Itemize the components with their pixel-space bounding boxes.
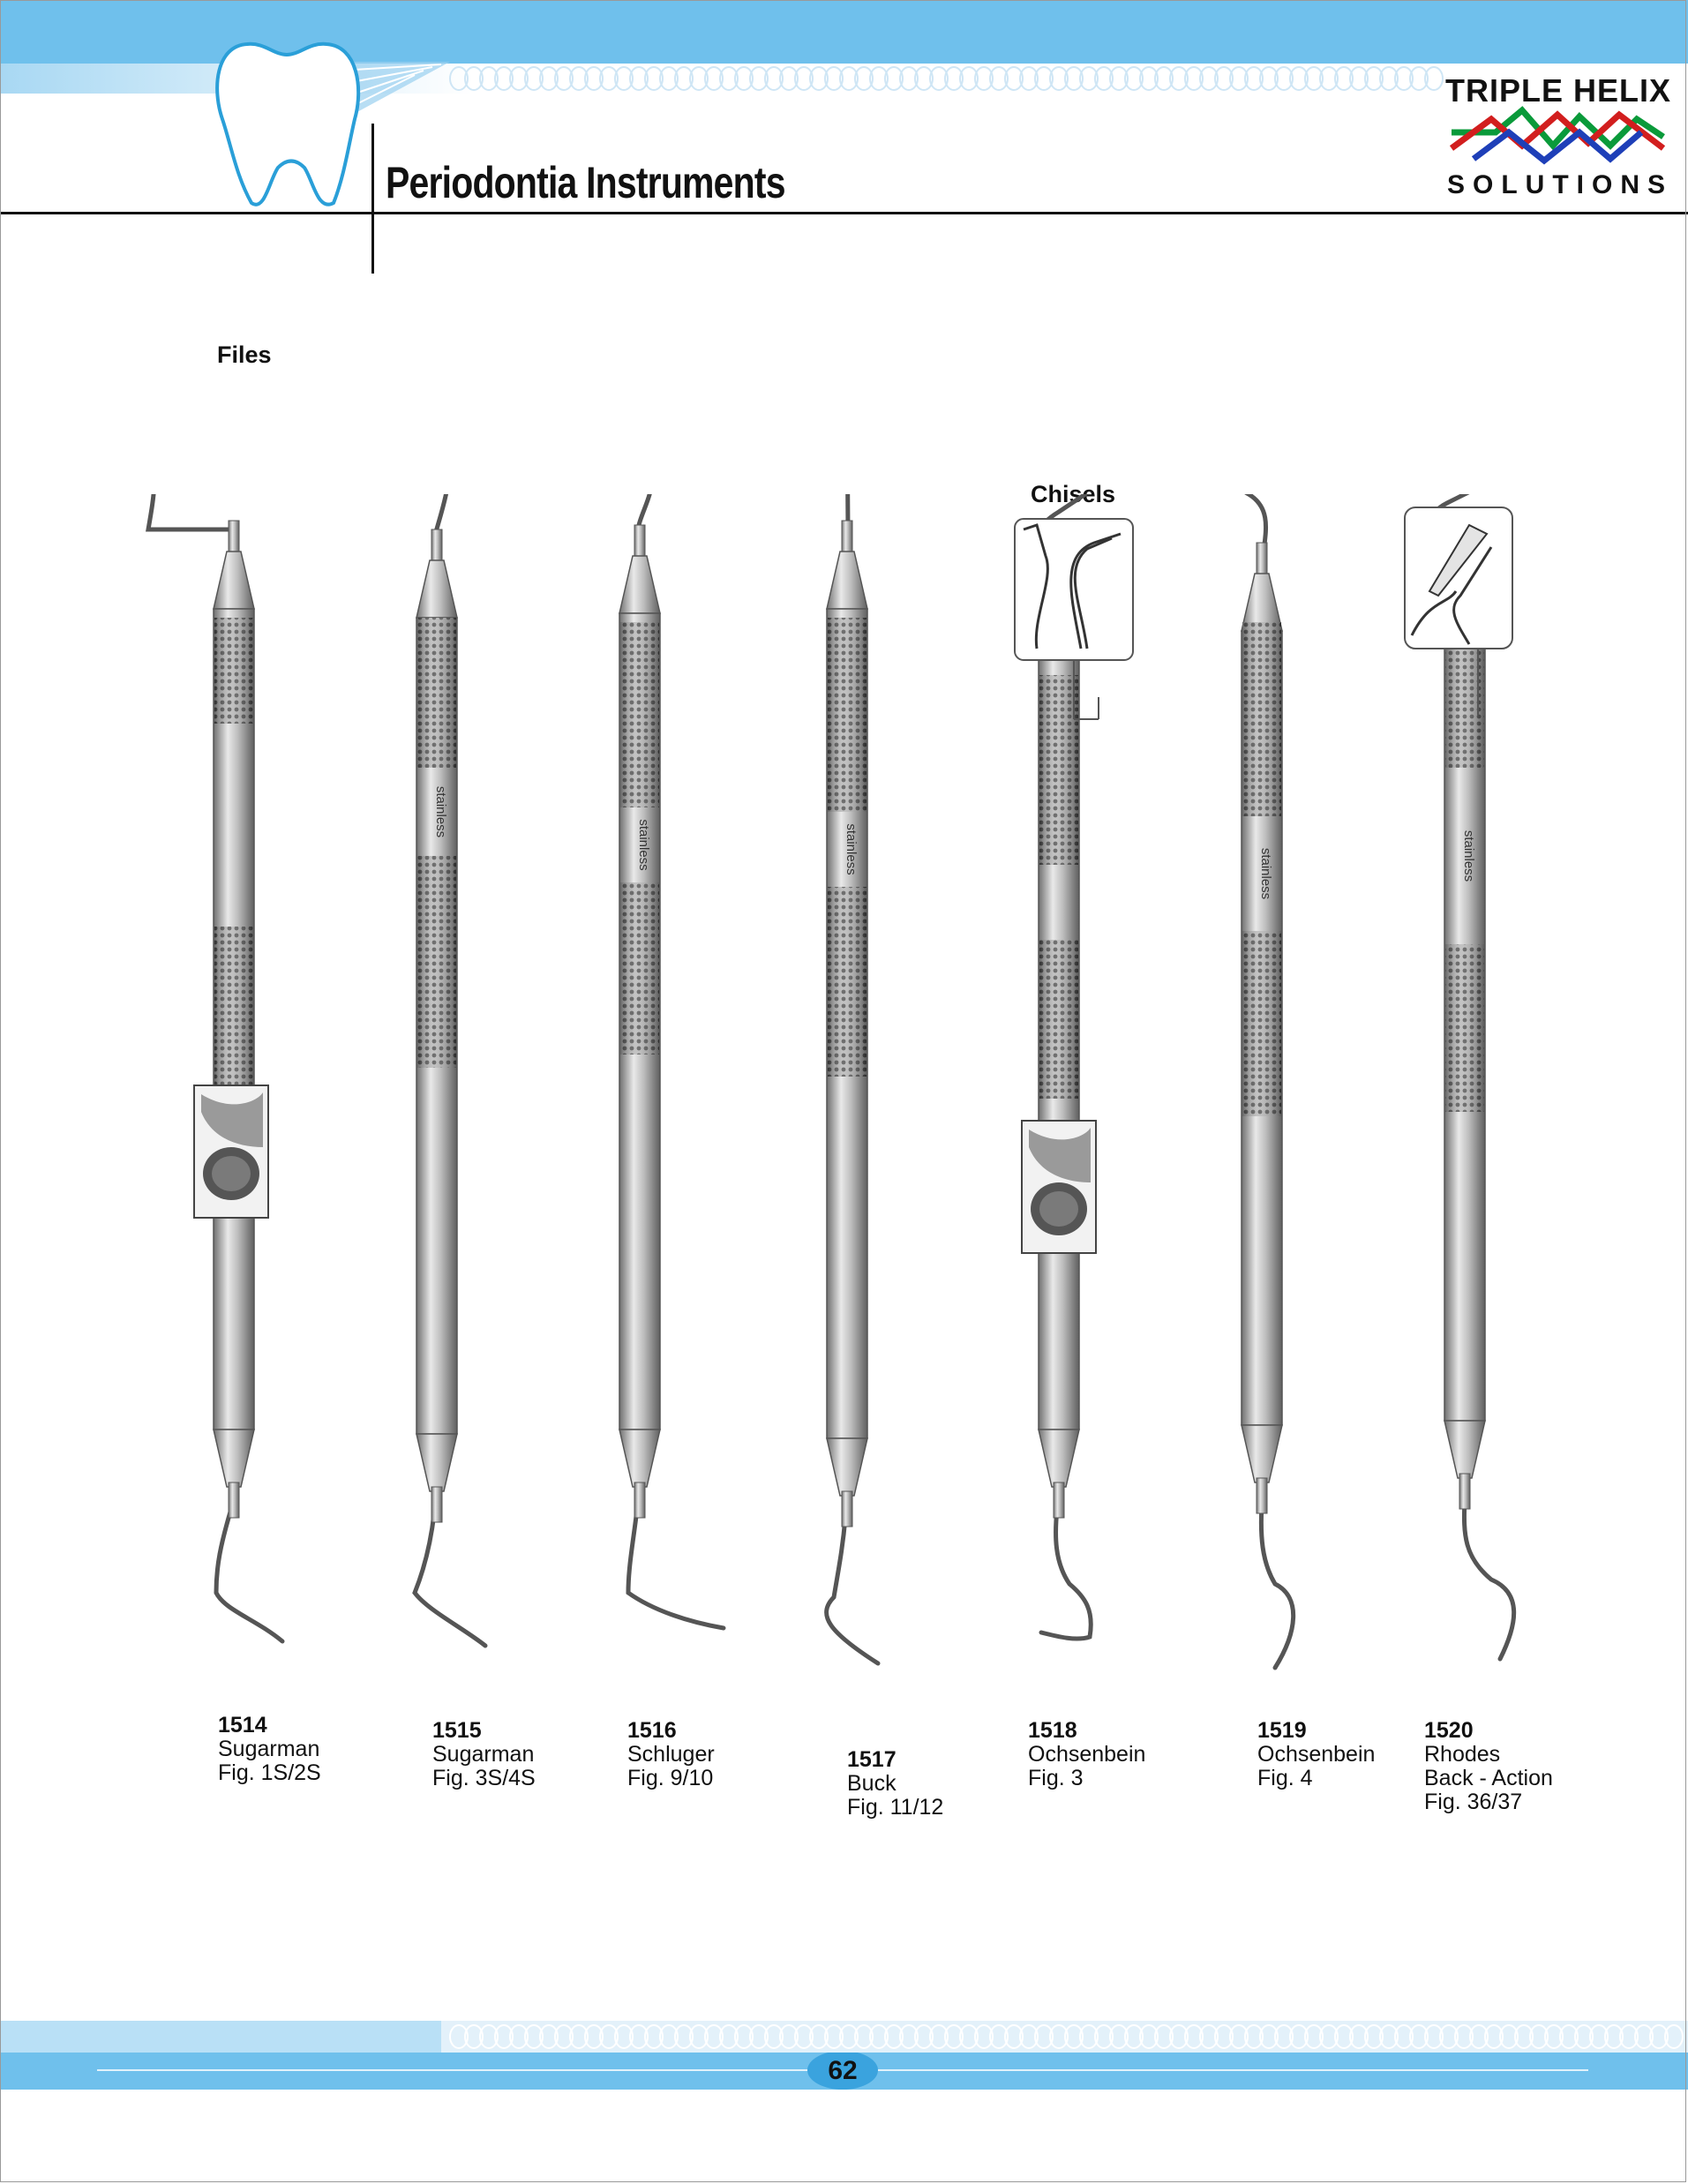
header-rule	[0, 212, 1688, 214]
brand-tagline: SOLUTIONS	[1447, 170, 1674, 199]
working-tip-lower	[415, 1513, 485, 1646]
instrument-1518	[1036, 494, 1091, 1639]
page-title: Periodontia Instruments	[386, 158, 785, 207]
instrument-detail: Back - Action	[1424, 1766, 1553, 1790]
instrument-1517	[827, 494, 878, 1663]
instrument-caption-1518	[1028, 1719, 1145, 1790]
handle-marking: stainless	[1461, 829, 1476, 882]
working-tip-lower	[1041, 1509, 1091, 1639]
section-label-files: Files	[217, 341, 272, 368]
instrument-name: Ochsenbein	[1028, 1742, 1146, 1767]
helix-logo-icon	[1447, 106, 1668, 168]
working-tip-lower	[628, 1509, 724, 1628]
instrument-caption-1514	[218, 1714, 321, 1785]
instrument-code: 1514	[218, 1713, 267, 1737]
instrument-code: 1520	[1424, 1718, 1474, 1743]
file-detail-inset-1518	[1022, 1121, 1096, 1253]
working-tip-lower	[1261, 1505, 1293, 1668]
instrument-caption-1517	[847, 1748, 943, 1820]
instrument-caption-1515	[432, 1719, 536, 1790]
instrument-code: 1516	[627, 1718, 677, 1743]
instrument-1519	[1237, 494, 1293, 1668]
instrument-caption-1519	[1257, 1719, 1375, 1790]
working-tip-lower	[216, 1509, 282, 1641]
handle-marking: stainless	[636, 819, 651, 871]
instrument-code: 1518	[1028, 1718, 1077, 1743]
instrument-1520	[1430, 494, 1513, 1659]
instrument-code: 1515	[432, 1718, 482, 1743]
instrument-1514	[97, 494, 282, 1641]
instrument-name: Buck	[847, 1771, 897, 1796]
instrument-name: Sugarman	[432, 1742, 535, 1767]
instrument-name: Ochsenbein	[1257, 1742, 1376, 1767]
instrument-1515	[371, 494, 485, 1646]
instrument-fig: Fig. 3S/4S	[432, 1766, 536, 1790]
instrument-code: 1517	[847, 1747, 897, 1772]
instrument-caption-1516	[627, 1719, 715, 1790]
handle-marking: stainless	[1258, 847, 1273, 900]
section-label-chisels: Chisels	[1031, 481, 1116, 507]
working-tip-lower	[1464, 1500, 1513, 1659]
instrument-fig: Fig. 11/12	[847, 1795, 944, 1820]
instrument-fig: Fig. 9/10	[627, 1766, 714, 1790]
instrument-name: Rhodes	[1424, 1742, 1501, 1767]
working-tip-upper	[97, 494, 231, 529]
instrument-fig: Fig. 36/37	[1424, 1790, 1523, 1814]
brand-name: TRIPLE HELIX	[1445, 72, 1672, 109]
instrument-caption-1520	[1424, 1719, 1553, 1814]
handle-marking: stainless	[433, 785, 448, 838]
footer-pattern	[0, 2021, 1688, 2053]
handle-marking: stainless	[844, 823, 859, 875]
footer-pattern-strip	[0, 2021, 1688, 2053]
instrument-name: Sugarman	[218, 1737, 320, 1761]
file-detail-inset-1514	[194, 1085, 268, 1218]
instrument-fig: Fig. 1S/2S	[218, 1760, 321, 1785]
working-tip-lower	[827, 1518, 878, 1663]
instrument-fig: Fig. 3	[1028, 1766, 1084, 1790]
page-number: 62	[828, 2056, 858, 2085]
instruments-illustration	[0, 494, 1688, 1747]
instrument-name: Schluger	[627, 1742, 715, 1767]
instrument-fig: Fig. 4	[1257, 1766, 1313, 1790]
chisel-detail-inset-1518	[1015, 519, 1133, 719]
instrument-1516	[558, 494, 724, 1628]
instrument-code: 1519	[1257, 1718, 1307, 1743]
title-divider	[371, 124, 374, 274]
